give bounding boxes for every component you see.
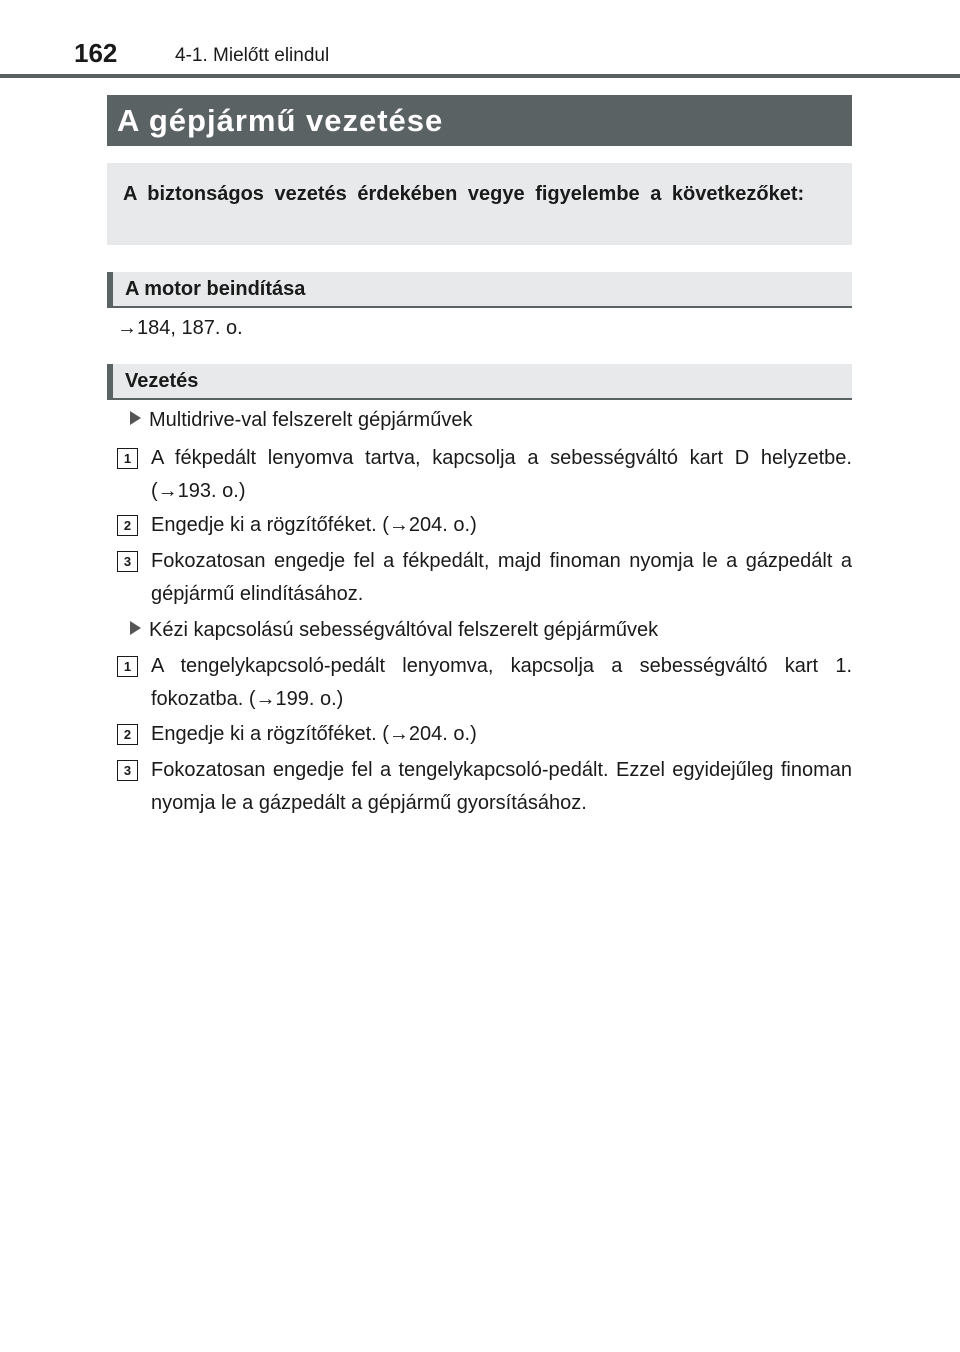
step-item (117, 656, 852, 716)
section-label: 4-1. Mielőtt elindul (175, 45, 330, 66)
group-label (130, 409, 472, 432)
triangle-bullet-icon (130, 411, 141, 425)
header-divider (0, 74, 960, 78)
step-number-badge: 2 (117, 724, 138, 745)
step-item (117, 724, 852, 751)
intro-box: A biztonságos vezetés érdekében vegye figyelembe a következőket: (107, 163, 852, 245)
triangle-bullet-icon (130, 621, 141, 635)
step-item (117, 515, 852, 542)
step-number-badge: 3 (117, 551, 138, 572)
group-label (130, 619, 658, 642)
step-text: A tengelykapcsoló-pedált lenyomva, kapcsolja a sebességváltó kart 1. fokozatba. (→199. o.) (151, 655, 852, 710)
step-item (117, 551, 852, 611)
step-text: Engedje ki a rögzítőféket. (→204. o.) (151, 514, 477, 536)
step-item (117, 448, 852, 508)
page-number: 162 (74, 38, 118, 68)
step-text: Fokozatosan engedje fel a tengelykapcsoló-pedált. Ezzel egyidejűleg finoman nyomja le a gázpedált a gépjármű gyorsításához. (151, 759, 852, 814)
step-number-badge: 2 (117, 515, 138, 536)
step-text: Fokozatosan engedje fel a fékpedált, majd finoman nyomja le a gázpedált a gépjármű elindításához. (151, 550, 852, 605)
step-number-badge: 3 (117, 760, 138, 781)
step-text: Engedje ki a rögzítőféket. (→204. o.) (151, 723, 477, 745)
subsection-heading-motor: A motor beindítása (107, 272, 852, 308)
group-label-text: Kézi kapcsolású sebességváltóval felszerelt gépjárművek (149, 619, 659, 641)
step-text: A fékpedált lenyomva tartva, kapcsolja a sebességváltó kart D helyzetbe. (→193. o.) (151, 447, 852, 502)
step-number-badge: 1 (117, 448, 138, 469)
step-item (117, 760, 852, 820)
page-title: A gépjármű vezetése (107, 95, 852, 146)
cross-reference: →184, 187. o. (117, 317, 243, 339)
group-label-text: Multidrive-val felszerelt gépjárművek (149, 409, 473, 431)
step-number-badge: 1 (117, 656, 138, 677)
subsection-heading-vezetes: Vezetés (107, 364, 852, 400)
